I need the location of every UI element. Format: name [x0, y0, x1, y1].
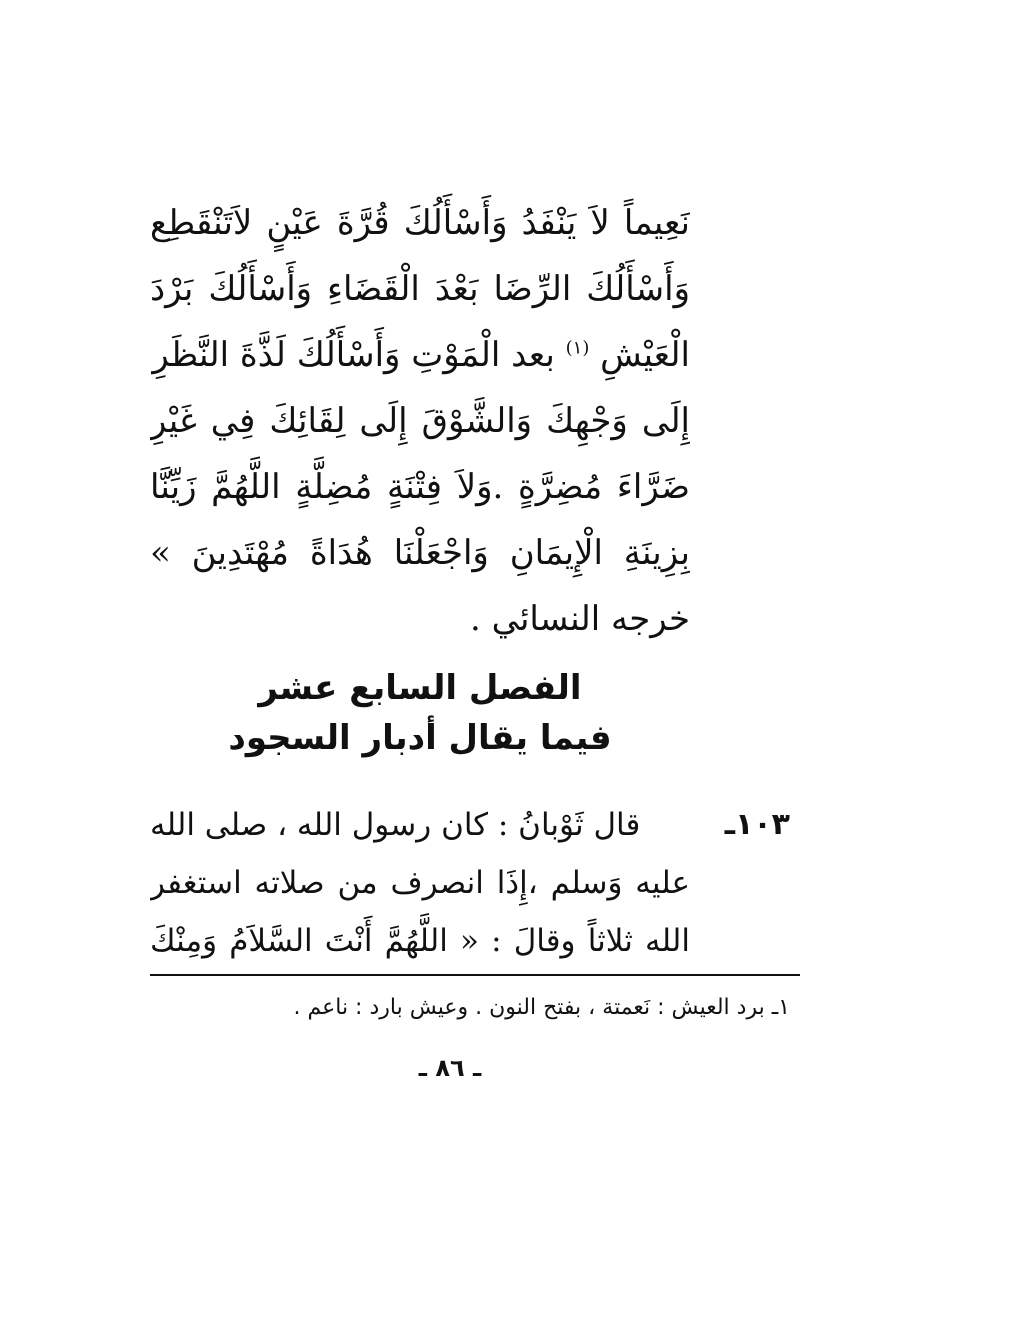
hadith-line: الله ثلاثاً وقالَ : « اللَّهُمَّ أَنْتَ السَّلاَمُ وَمِنْكَ	[150, 923, 690, 959]
chapter-subtitle: فيما يقال أدبار السجود	[228, 718, 612, 758]
verse-line-text: الْعَيْشِ	[600, 335, 690, 375]
source-citation: خرجه النسائي .	[469, 599, 690, 639]
verse-line: نَعِيماً لاَ يَنْفَدُ وَأَسْأَلُكَ قُرَّةَ عَيْنٍ لاَتَنْقَطِع	[150, 203, 690, 243]
footnote-reference: (١)	[565, 337, 590, 359]
verse-line-text: بعد الْمَوْتِ وَأَسْأَلُكَ لَذَّةَ النَّظَرِ	[152, 335, 555, 375]
hadith-line: عليه وَسلم ،إِذَا انصرف من صلاته استغفر	[150, 865, 690, 901]
verse-line: إِلَى وَجْهِكَ وَالشَّوْقَ إِلَى لِقَائِكَ فِي غَيْرِ	[150, 401, 690, 441]
verse-line: وَأَسْأَلُكَ الرِّضَا بَعْدَ الْقَضَاءِ وَأَسْأَلُكَ بَرْدَ	[150, 269, 690, 309]
verse-line-with-footnote	[150, 322, 690, 388]
hadith-block	[150, 796, 790, 970]
hadith-first-row	[150, 796, 790, 854]
hadith-number: ١٠٣ـ	[724, 807, 790, 842]
hadith-line: قال ثَوْبانُ : كان رسول الله ، صلى الله	[150, 807, 641, 843]
verse-block	[150, 190, 690, 652]
page-number: ـ ٨٦ ـ	[418, 1054, 482, 1082]
footnote-divider	[150, 974, 800, 976]
verse-line: ضَرَّاءَ مُضِرَّةٍ .وَلاَ فِتْنَةٍ مُضِلَّةٍ اللَّهُمَّ زَيِّنَّا	[150, 467, 690, 507]
footnote: ١ـ برد العيش : نَعمتة ، بفتح النون . وعيش بارد : ناعم .	[293, 995, 790, 1020]
chapter-title: الفصل السابع عشر	[258, 668, 582, 708]
verse-line: بِزِينَةِ الْإِيمَانِ وَاجْعَلْنَا هُدَاةً مُهْتَدِينَ »	[150, 533, 690, 573]
